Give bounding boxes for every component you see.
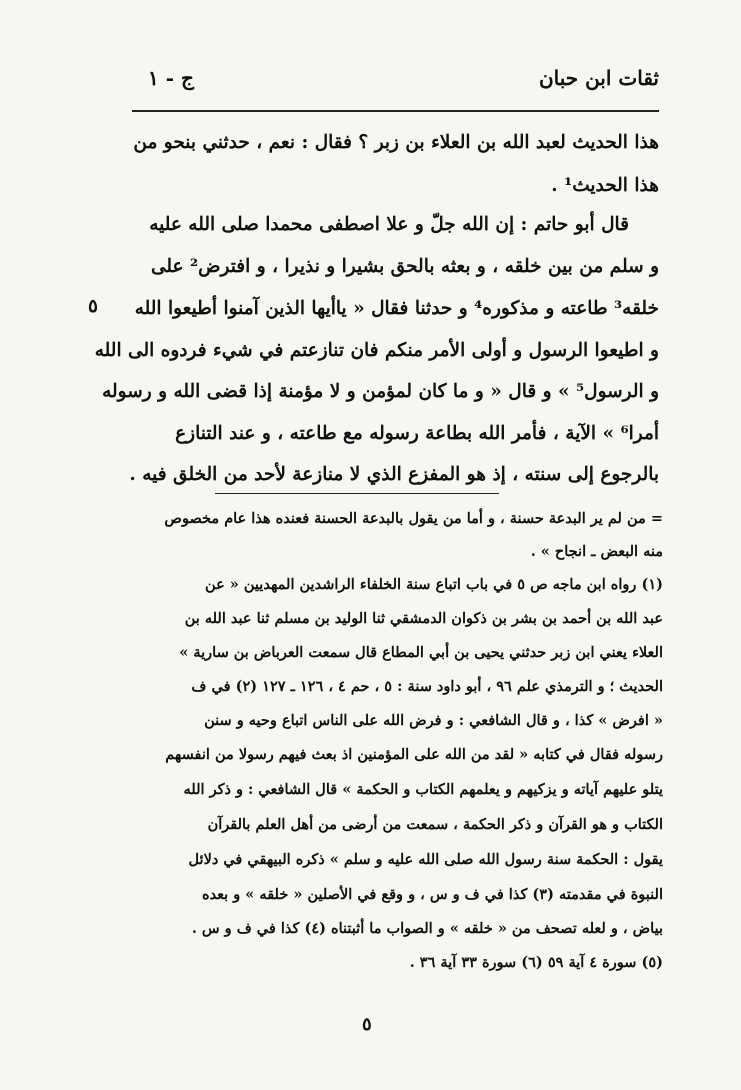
footnote-line: « افرض » كذا ، و قال الشافعي : و فرض الله على الناس اتباع وحيه و سنن [204, 712, 663, 729]
footnote-line: بياض ، و لعله تصحف من « خلقه » و الصواب ما أثبتناه (٤) كذا في ف و س . [191, 920, 663, 937]
line-number-marker: ٥ [88, 296, 98, 317]
body-line: هذا الحديث لعبد الله بن العلاء بن زبر ؟ فقال : نعم ، حدثني بنحو من [133, 132, 659, 153]
footnote-line: = من لم ير البدعة حسنة ، و أما من يقول بالبدعة الحسنة فعنده هذا عام مخصوص [164, 510, 663, 527]
footnote-line: النبوة في مقدمته (٣) كذا في ف و س ، و وقع في الأصلين « خلقه » و بعده [201, 886, 663, 903]
footnote-line: العلاء يعني ابن زبر حدثني يحيى بن أبي المطاع قال سمعت العرباض بن سارية » [179, 644, 663, 661]
body-line: أمرا⁶ » الآية ، فأمر الله بطاعة رسوله مع طاعته ، و عند التنازع [175, 423, 659, 444]
footnote-separator [215, 493, 499, 494]
footnote-line: (٥) سورة ٤ آية ٥٩ (٦) سورة ٣٣ آية ٣٦ . [409, 954, 663, 971]
footnote-line: يتلو عليهم آياته و يزكيهم و يعلمهم الكتاب و الحكمة » قال الشافعي : و ذكر الله [183, 781, 663, 798]
body-line: و الرسول⁵ » و قال « و ما كان لمؤمن و لا مؤمنة إذا قضى الله و رسوله [102, 381, 659, 402]
running-header-volume: ج - ١ [148, 66, 194, 90]
footnote-line: رسوله فقال في كتابه « لقد من الله على المؤمنين اذ بعث فيهم رسولا من انفسهم [165, 746, 663, 763]
body-line: و اطيعوا الرسول و أولى الأمر منكم فان تنازعتم في شيء فردوه الى الله [94, 340, 659, 361]
footnote-line: عبد الله بن أحمد بن بشر بن ذكوان الدمشقي ثنا الوليد بن مسلم ثنا عبد الله بن [184, 610, 663, 627]
body-line: هذا الحديث¹ . [551, 175, 659, 196]
page-number: ٥ [362, 1014, 372, 1035]
footnote-line: الحديث ؛ و الترمذي علم ٩٦ ، أبو داود سنة : ٥ ، حم ٤ ، ١٢٦ ـ ١٢٧ (٢) في ف [191, 678, 663, 695]
body-line: بالرجوع إلى سنته ، إذ هو المفزع الذي لا منازعة لأحد من الخلق فيه . [129, 464, 659, 485]
body-line: خلقه³ طاعته و مذكوره⁴ و حدثنا فقال « ياأيها الذين آمنوا أطيعوا الله [134, 298, 659, 319]
footnote-line: الكتاب و هو القرآن و ذكر الحكمة ، سمعت من أرضى من أهل العلم بالقرآن [207, 816, 663, 833]
running-header-title: ثقات ابن حبان [538, 66, 659, 90]
footnote-line: (١) رواه ابن ماجه ص ٥ في باب اتباع سنة الخلفاء الراشدين المهديين « عن [205, 576, 663, 593]
footnote-line: يقول : الحكمة سنة رسول الله صلى الله عليه و سلم » ذكره البيهقي في دلائل [188, 851, 663, 868]
header-rule [132, 110, 659, 112]
body-line: و سلم من بين خلقه ، و بعثه بالحق بشيرا و نذيرا ، و افترض² على [150, 256, 659, 277]
body-line: قال أبو حاتم : إن الله جلّ و علا اصطفى محمدا صلى الله عليه [149, 214, 629, 235]
footnote-line: منه البعض ـ انجاح » . [530, 543, 663, 560]
